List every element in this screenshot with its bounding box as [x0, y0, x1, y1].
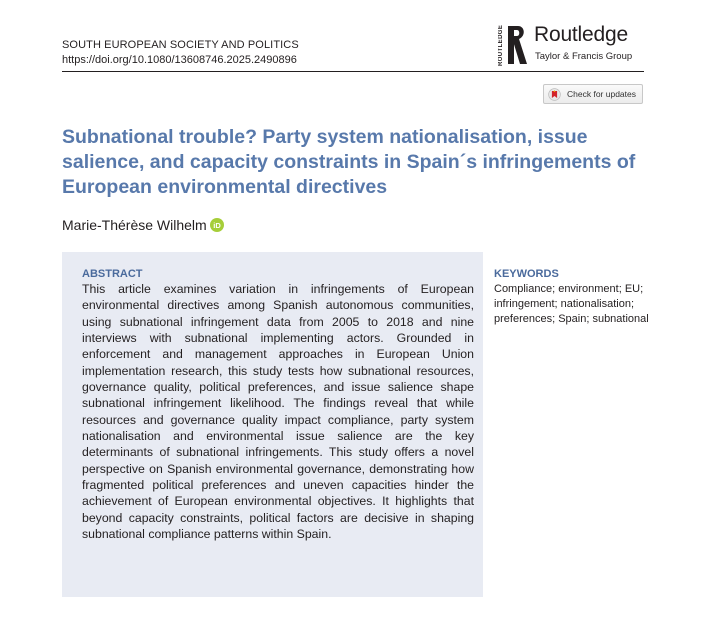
check-updates-icon: [548, 88, 561, 101]
abstract-heading: ABSTRACT: [82, 268, 143, 280]
keywords-heading: KEYWORDS: [494, 268, 559, 280]
abstract-box: [62, 252, 483, 597]
header-divider: [62, 71, 644, 72]
article-title: Subnational trouble? Party system nationalisation, issue salience, and capacity constraints in Spain´s infringements of European environmental directives: [62, 126, 636, 198]
routledge-r-icon: [498, 24, 528, 66]
journal-name: SOUTH EUROPEAN SOCIETY AND POLITICS: [62, 39, 299, 51]
publisher-name: Routledge: [534, 23, 628, 46]
check-for-updates-button[interactable]: [543, 84, 643, 104]
publisher-subtitle: Taylor & Francis Group: [535, 51, 633, 62]
updates-label: Check for updates: [567, 89, 636, 99]
abstract-text: This article examines variation in infringements of European environmental directives among Spanish autonomous communities, using subnational infringement data from 2005 to 2018 and nine interviews with subnational implementing actors. Grounded in enforcement and management approaches in European Union implementation research, this study tests how subnational resources, governance quality, political preferences, and issue salience shape subnational infringement likelihood. The findings reveal that while resources and governance quality impact compliance, party system nationalisation and environmental issue salience are the key determinants of subnational infringements. This study offers a novel perspective on Spanish environmental governance, demonstrating how fragmented political preferences and uneven capacities hinder the achievement of European environmental objectives. It highlights that beyond capacity constraints, political factors are decisive in shaping subnational compliance patterns within Spain.: [82, 282, 474, 542]
author-name[interactable]: Marie-Thérèse Wilhelm: [62, 217, 207, 233]
orcid-icon[interactable]: [210, 218, 224, 232]
doi-link[interactable]: https://doi.org/10.1080/13608746.2025.2490896: [62, 54, 297, 66]
author-line: [62, 217, 224, 233]
publisher-logo: [498, 24, 648, 68]
svg-text:iD: iD: [212, 221, 221, 230]
publisher-vertical-text: ROUTLEDGE: [498, 24, 504, 66]
keywords-list: Compliance; environment; EU; infringement; nationalisation; preferences; Spain; subnational: [494, 283, 649, 326]
